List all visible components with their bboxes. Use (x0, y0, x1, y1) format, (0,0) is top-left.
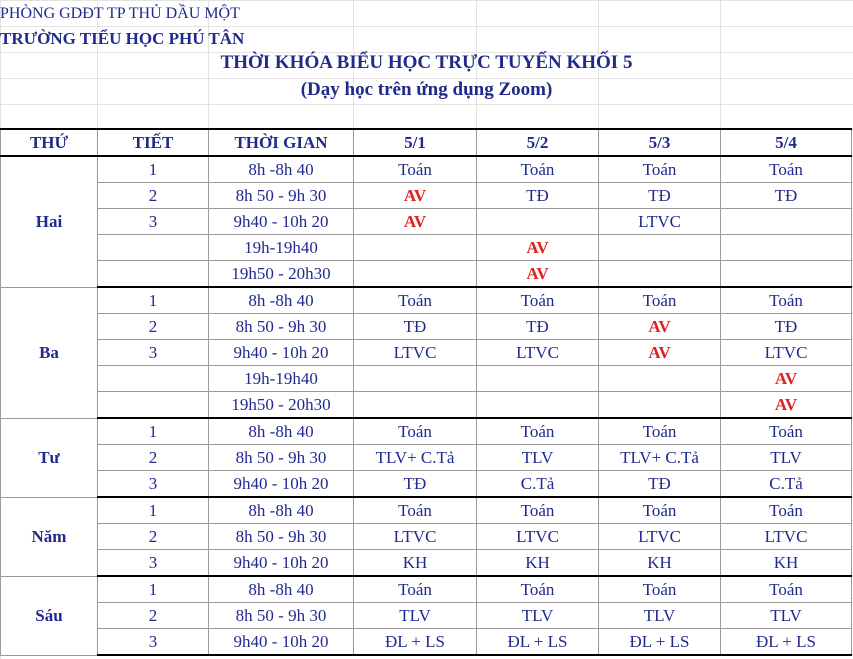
time-cell: 8h -8h 40 (209, 576, 354, 603)
time-cell: 19h-19h40 (209, 235, 354, 261)
table-row (1, 445, 852, 471)
col-header-day: THỨ (1, 129, 98, 156)
class-5-3-cell: ĐL + LS (599, 629, 721, 656)
class-5-4-cell: TLV (721, 445, 852, 471)
time-cell: 9h40 - 10h 20 (209, 340, 354, 366)
day-cell: Hai (1, 156, 98, 287)
class-5-1-cell: TLV+ C.Tả (354, 445, 477, 471)
class-5-1-cell: ĐL + LS (354, 629, 477, 656)
table-row (1, 183, 852, 209)
period-cell: 1 (98, 156, 209, 183)
period-cell: 2 (98, 445, 209, 471)
table-row (1, 392, 852, 419)
time-cell: 19h-19h40 (209, 366, 354, 392)
day-cell: Năm (1, 497, 98, 576)
table-row (1, 576, 852, 603)
col-header-class-5-3: 5/3 (599, 129, 721, 156)
period-cell: 3 (98, 550, 209, 577)
class-5-2-cell: TĐ (477, 314, 599, 340)
time-cell: 9h40 - 10h 20 (209, 629, 354, 656)
class-5-3-cell: Toán (599, 576, 721, 603)
period-cell: 3 (98, 629, 209, 656)
table-row (1, 340, 852, 366)
class-5-2-cell: KH (477, 550, 599, 577)
class-5-1-cell: LTVC (354, 524, 477, 550)
table-row (1, 497, 852, 524)
class-5-2-cell: Toán (477, 156, 599, 183)
class-5-1-cell: TĐ (354, 471, 477, 498)
class-5-4-cell: AV (721, 392, 852, 419)
time-cell: 8h 50 - 9h 30 (209, 603, 354, 629)
class-5-1-cell: LTVC (354, 340, 477, 366)
class-5-4-cell (721, 235, 852, 261)
class-5-2-cell: Toán (477, 418, 599, 445)
class-5-4-cell: KH (721, 550, 852, 577)
time-cell: 8h 50 - 9h 30 (209, 314, 354, 340)
time-cell: 9h40 - 10h 20 (209, 550, 354, 577)
period-cell: 3 (98, 471, 209, 498)
table-row (1, 471, 852, 498)
class-5-1-cell (354, 261, 477, 288)
class-5-4-cell: TĐ (721, 183, 852, 209)
time-cell: 8h -8h 40 (209, 287, 354, 314)
department-name: PHÒNG GDĐT TP THỦ DẦU MỘT (0, 5, 240, 22)
period-cell: 2 (98, 183, 209, 209)
schedule-title: THỜI KHÓA BIỂU HỌC TRỰC TUYẾN KHỐI 5 (220, 52, 633, 73)
class-5-1-cell (354, 235, 477, 261)
class-5-4-cell: Toán (721, 418, 852, 445)
class-5-3-cell (599, 261, 721, 288)
period-cell: 1 (98, 497, 209, 524)
class-5-3-cell: KH (599, 550, 721, 577)
class-5-2-cell: AV (477, 261, 599, 288)
class-5-3-cell: TĐ (599, 183, 721, 209)
period-cell: 1 (98, 418, 209, 445)
time-cell: 8h 50 - 9h 30 (209, 183, 354, 209)
class-5-2-cell: LTVC (477, 524, 599, 550)
class-5-2-cell: C.Tả (477, 471, 599, 498)
class-5-4-cell: TĐ (721, 314, 852, 340)
class-5-1-cell: Toán (354, 497, 477, 524)
period-cell (98, 366, 209, 392)
class-5-2-cell (477, 366, 599, 392)
col-header-class-5-4: 5/4 (721, 129, 852, 156)
class-5-2-cell: Toán (477, 497, 599, 524)
class-5-2-cell (477, 209, 599, 235)
class-5-4-cell (721, 209, 852, 235)
table-row (1, 156, 852, 183)
class-5-2-cell: TLV (477, 603, 599, 629)
class-5-3-cell: TLV (599, 603, 721, 629)
period-cell: 2 (98, 603, 209, 629)
table-row (1, 261, 852, 288)
class-5-3-cell: AV (599, 314, 721, 340)
class-5-2-cell: TĐ (477, 183, 599, 209)
class-5-1-cell: AV (354, 209, 477, 235)
class-5-2-cell: Toán (477, 576, 599, 603)
table-row (1, 418, 852, 445)
header-row (1, 129, 852, 156)
time-cell: 9h40 - 10h 20 (209, 209, 354, 235)
time-cell: 8h -8h 40 (209, 418, 354, 445)
class-5-1-cell: Toán (354, 156, 477, 183)
class-5-3-cell: LTVC (599, 209, 721, 235)
school-name: TRƯỜNG TIỂU HỌC PHÚ TÂN (0, 29, 245, 48)
class-5-1-cell: Toán (354, 576, 477, 603)
table-row (1, 524, 852, 550)
table-row (1, 314, 852, 340)
period-cell (98, 261, 209, 288)
col-header-class-5-1: 5/1 (354, 129, 477, 156)
day-cell: Tư (1, 418, 98, 497)
class-5-4-cell: Toán (721, 497, 852, 524)
class-5-4-cell: Toán (721, 576, 852, 603)
class-5-4-cell: Toán (721, 156, 852, 183)
class-5-4-cell: ĐL + LS (721, 629, 852, 656)
day-cell: Sáu (1, 576, 98, 655)
col-header-time: THỜI GIAN (209, 129, 354, 156)
period-cell: 2 (98, 524, 209, 550)
class-5-4-cell (721, 261, 852, 288)
period-cell: 3 (98, 209, 209, 235)
table-row (1, 603, 852, 629)
class-5-1-cell: Toán (354, 418, 477, 445)
day-cell: Ba (1, 287, 98, 418)
class-5-2-cell: LTVC (477, 340, 599, 366)
time-cell: 19h50 - 20h30 (209, 261, 354, 288)
class-5-3-cell (599, 392, 721, 419)
class-5-2-cell (477, 392, 599, 419)
period-cell: 3 (98, 340, 209, 366)
class-5-1-cell (354, 392, 477, 419)
class-5-3-cell: Toán (599, 287, 721, 314)
class-5-4-cell: LTVC (721, 524, 852, 550)
class-5-4-cell: AV (721, 366, 852, 392)
class-5-3-cell: AV (599, 340, 721, 366)
time-cell: 8h 50 - 9h 30 (209, 524, 354, 550)
class-5-2-cell: AV (477, 235, 599, 261)
class-5-1-cell: AV (354, 183, 477, 209)
class-5-3-cell (599, 235, 721, 261)
table-row (1, 550, 852, 577)
class-5-4-cell: Toán (721, 287, 852, 314)
period-cell (98, 235, 209, 261)
table-row (1, 209, 852, 235)
schedule-subtitle: (Dạy học trên ứng dụng Zoom) (300, 79, 553, 100)
col-header-class-5-2: 5/2 (477, 129, 599, 156)
time-cell: 19h50 - 20h30 (209, 392, 354, 419)
class-5-3-cell: Toán (599, 156, 721, 183)
class-5-4-cell: TLV (721, 603, 852, 629)
time-cell: 9h40 - 10h 20 (209, 471, 354, 498)
time-cell: 8h -8h 40 (209, 156, 354, 183)
period-cell: 1 (98, 287, 209, 314)
table-row (1, 366, 852, 392)
class-5-4-cell: LTVC (721, 340, 852, 366)
class-5-1-cell: KH (354, 550, 477, 577)
class-5-2-cell: Toán (477, 287, 599, 314)
class-5-1-cell: TLV (354, 603, 477, 629)
col-header-period: TIẾT (98, 129, 209, 156)
class-5-1-cell: TĐ (354, 314, 477, 340)
timetable (0, 128, 852, 656)
class-5-3-cell: TĐ (599, 471, 721, 498)
class-5-3-cell: Toán (599, 497, 721, 524)
table-row (1, 235, 852, 261)
class-5-1-cell (354, 366, 477, 392)
time-cell: 8h -8h 40 (209, 497, 354, 524)
class-5-2-cell: ĐL + LS (477, 629, 599, 656)
period-cell: 1 (98, 576, 209, 603)
class-5-4-cell: C.Tả (721, 471, 852, 498)
class-5-3-cell (599, 366, 721, 392)
class-5-3-cell: Toán (599, 418, 721, 445)
time-cell: 8h 50 - 9h 30 (209, 445, 354, 471)
class-5-1-cell: Toán (354, 287, 477, 314)
period-cell (98, 392, 209, 419)
class-5-3-cell: TLV+ C.Tả (599, 445, 721, 471)
class-5-2-cell: TLV (477, 445, 599, 471)
class-5-3-cell: LTVC (599, 524, 721, 550)
table-row (1, 287, 852, 314)
table-row (1, 629, 852, 656)
period-cell: 2 (98, 314, 209, 340)
